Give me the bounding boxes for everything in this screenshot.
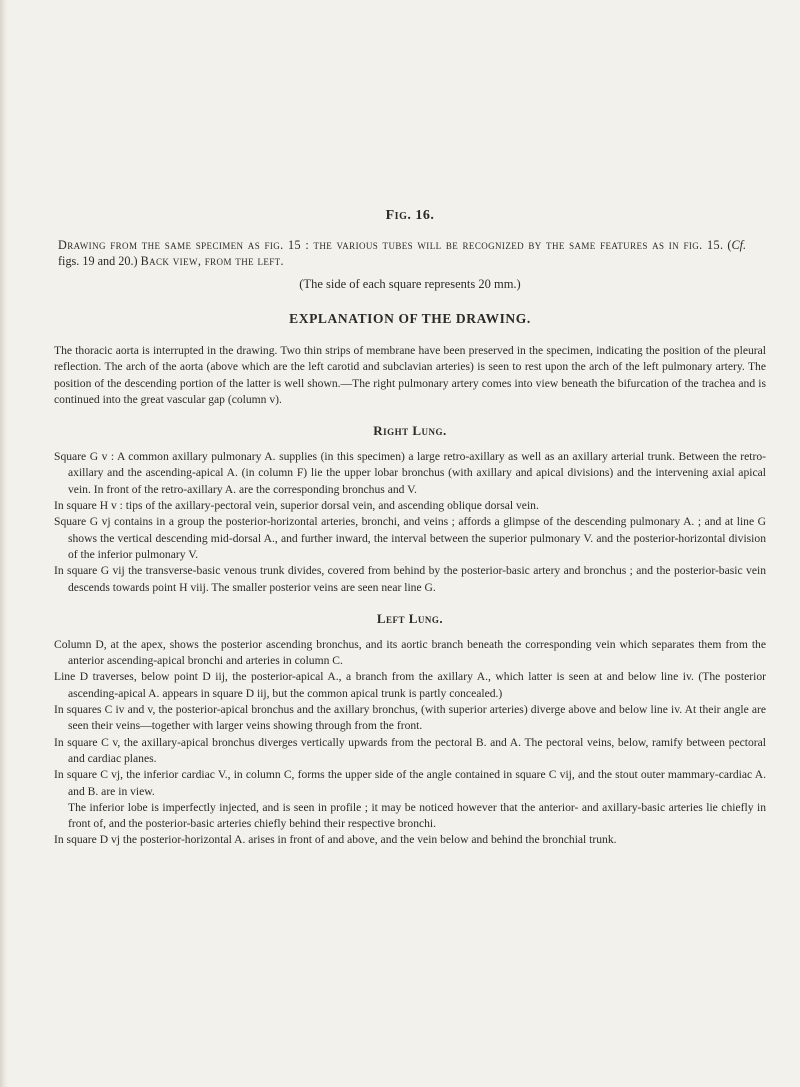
scale-note: (The side of each square represents 20 mm.) — [299, 277, 521, 291]
left-lung-final-entry: In square D vj the posterior-horizontal A. arises in front of and above, and the vein below and behind the bronchial trunk. — [54, 833, 617, 847]
caption-view: Back view, from the left. — [140, 254, 284, 268]
right-lung-entry: Square G vj contains in a group the posterior-horizontal arteries, bronchi, and veins ; affords a glimpse of the descending pulmonary A. ; and at line G shows the vertical descending mid-dorsal A., and further inward, the interval between the superior pulmonary V. and the posterior-horizontal division of the inferior pulmonary V. — [54, 515, 766, 561]
right-lung-entry: In square H v : tips of the axillary-pectoral vein, superior dorsal vein, and ascending oblique dorsal vein. — [54, 499, 539, 513]
page-edge-shadow — [0, 0, 8, 1087]
left-lung-entry: Column D, at the apex, shows the posterior ascending bronchus, and its aortic branch beneath the corresponding vein which separates them from the anterior ascending-apical bronchi and arteries in column C. — [54, 637, 766, 668]
left-lung-entry: Line D traverses, below point D iij, the posterior-apical A., a branch from the axillary A., which latter is seen at and below line iv. (The posterior ascending-apical A. appears in square D iij, but the common apical trunk is partly concealed.) — [54, 670, 766, 700]
left-lung-indented-entry: The inferior lobe is imperfectly injected, and is seen in profile ; it may be noticed however that the anterior- and axillary-basic arteries lie chiefly in front of, and the posterior-basic arteries chiefly behind their respective bronchi. — [68, 800, 766, 831]
left-lung-entry: In square C v, the axillary-apical bronchus diverges vertically upwards from the pectoral B. and A. The pectoral veins, below, ramify between pectoral and cardiac planes. — [54, 735, 766, 765]
caption-figs-ref: figs. 19 and 20.) — [58, 254, 138, 268]
right-lung-entry: Square G v : A common axillary pulmonary A. supplies (in this specimen) a large retro-axillary as well as an axillary arterial trunk. Between the retro-axillary and the ascending-apical A. (in column F) lie the upper lobar bronchus (with axillary and apical divisions) and the intervening axial apical vein. In front of the retro-axillary A. are the corresponding bronchus and V. — [54, 450, 766, 496]
figure-title: Fig. 16. — [385, 208, 435, 223]
left-lung-entry: In squares C iv and v, the posterior-apical bronchus and the axillary bronchus, (with superior arteries) diverge above and below line iv. At their angle are seen their veins—together with larger veins showing through from the front. — [54, 703, 766, 733]
left-lung-entry: In square C vj, the inferior cardiac V., in column C, forms the upper side of the angle contained in square C vij, and the stout outer mammary-cardiac A. and B. are in view. — [54, 768, 766, 798]
left-lung-heading: Left Lung. — [376, 610, 444, 626]
right-lung-heading: Right Lung. — [373, 423, 447, 439]
explanation-heading: EXPLANATION OF THE DRAWING. — [289, 311, 531, 326]
right-lung-entry: In square G vij the transverse-basic venous trunk divides, covered from behind by the posterior-basic artery and bronchus ; and the posterior-basic vein descends towards point H viij. The smaller posterior veins are seen near line G. — [54, 564, 766, 594]
caption-main: Drawing from the same specimen as fig. 15 : the various tubes will be recognized by the same features as in fig. 15. — [58, 238, 724, 252]
caption-open-paren: ( — [727, 238, 732, 252]
document-page — [54, 208, 766, 849]
intro-paragraph: The thoracic aorta is interrupted in the drawing. Two thin strips of membrane have been preserved in the specimen, indicating the position of the pleural reflection. The arch of the aorta (above which are the left carotid and subclavian arteries) is seen to rest upon the arch of the left pulmonary artery. The position of the descending portion of the latter is well shown.—The right pulmonary artery comes into view beneath the bifurcation of the trachea and is continued into the great vascular gap (column v). — [54, 344, 766, 406]
caption-cf: Cf. — [731, 238, 747, 252]
figure-caption — [58, 237, 746, 269]
